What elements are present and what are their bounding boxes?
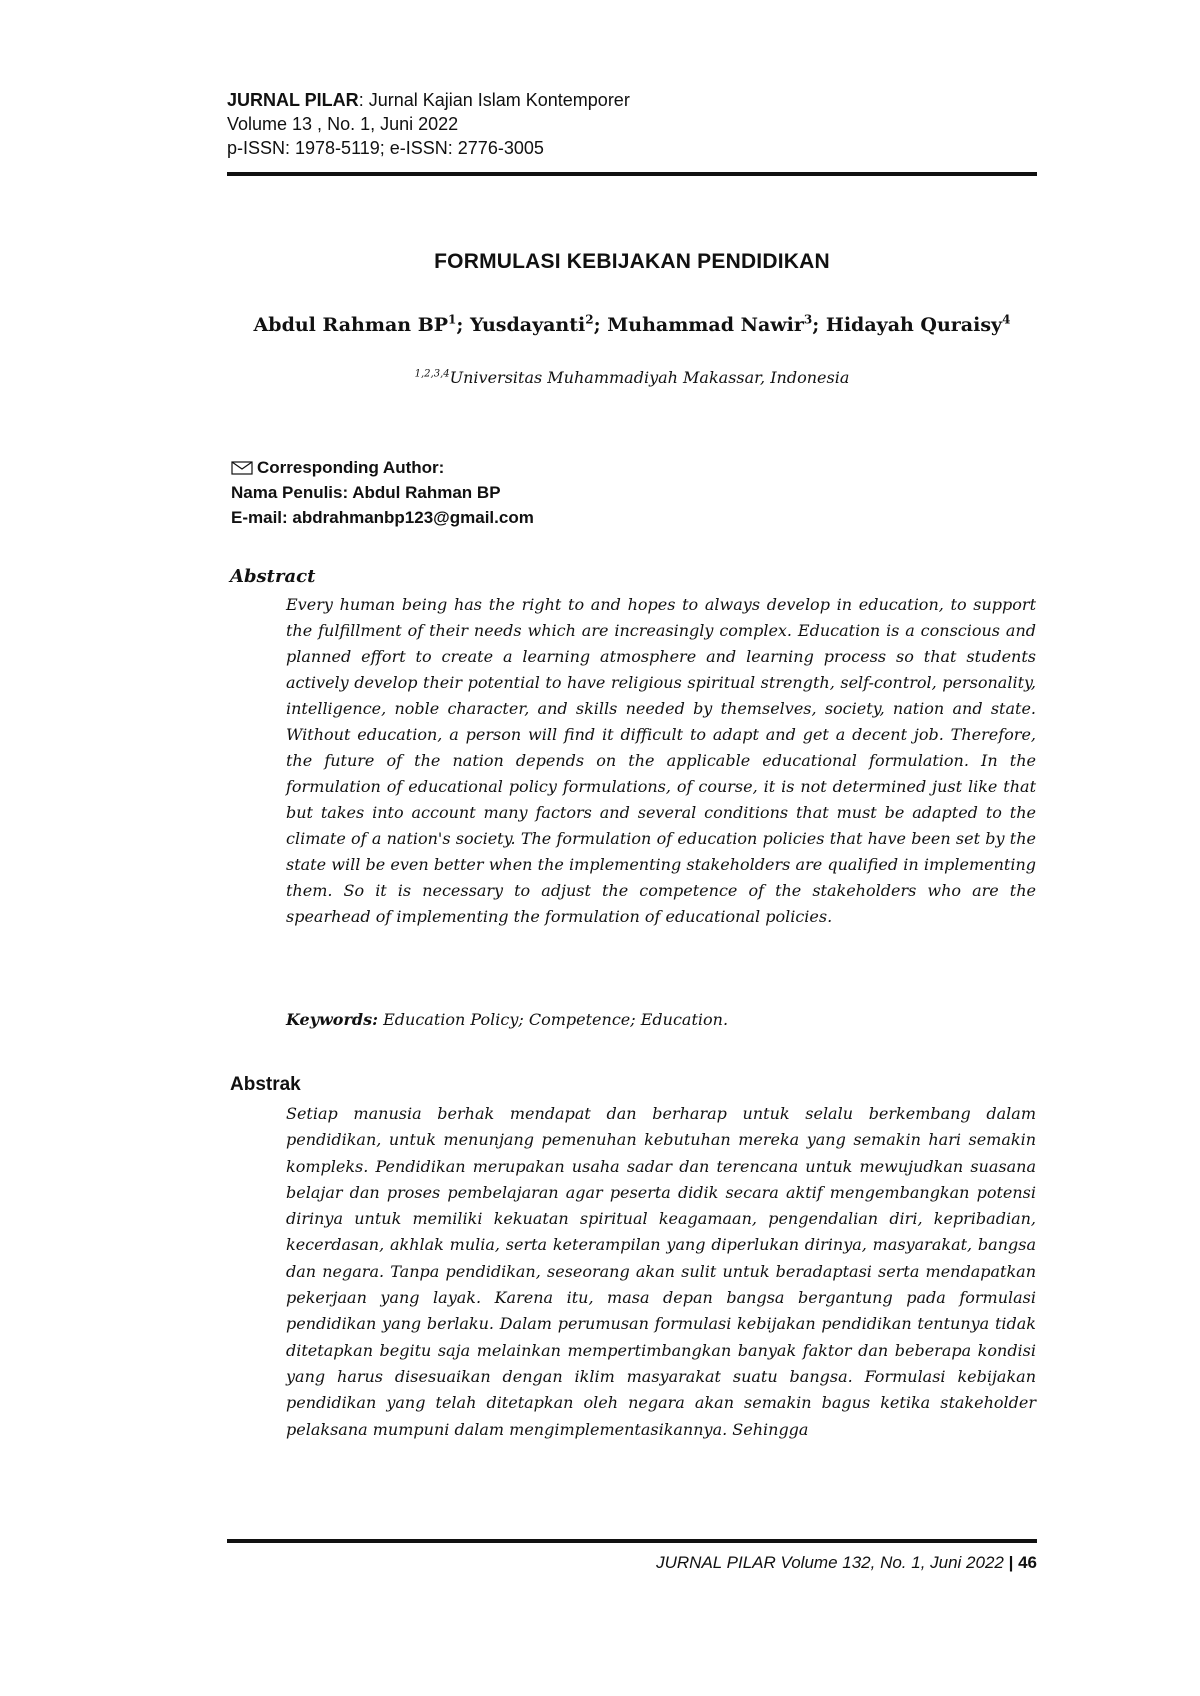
footer-journal: JURNAL PILAR Volume 132, No. 1, Juni 2022 (656, 1553, 1004, 1572)
abstract-heading: Abstract (230, 566, 316, 587)
page-number: 46 (1018, 1553, 1037, 1572)
corresponding-name: Nama Penulis: Abdul Rahman BP (231, 483, 501, 502)
keywords-list: Education Policy; Competence; Education. (378, 1010, 729, 1029)
paper-title: FORMULASI KEBIJAKAN PENDIDIKAN (434, 250, 830, 273)
corresponding-email: E-mail: abdrahmanbp123@gmail.com (231, 508, 534, 527)
envelope-icon (231, 461, 253, 475)
header-rule (227, 172, 1037, 176)
author-4: Hidayah Quraisy$^4$ (825, 313, 1011, 337)
journal-volume: Volume 13 , No. 1, Juni 2022 (227, 114, 459, 134)
author-list (227, 313, 1037, 336)
corresponding-label-line (231, 455, 831, 480)
journal-name (227, 88, 1037, 112)
author-3: Muhammad Nawir$^3$; (607, 313, 826, 337)
journal-name-bold: JURNAL PILAR (227, 90, 359, 110)
keywords-label: Keywords: (286, 1010, 379, 1029)
keywords (286, 1010, 1036, 1029)
footer-divider: | (1003, 1553, 1019, 1572)
abstrak-text: Setiap manusia berhak mendapat dan berharap untuk selalu berkembang dalam pendidikan, untuk menunjang pemenuhan kebutuhan mereka yang semakin hari semakin kompleks. Pendidikan merupakan usaha sadar dan terencana untuk mewujudkan suasana belajar dan proses pembelajaran agar peserta didik secara aktif mengembangkan potensi dirinya untuk memiliki kekuatan spiritual keagamaan, pengendalian diri, kepribadian, kecerdasan, akhlak mulia, serta keterampilan yang diperlukan dirinya, masyarakat, bangsa dan negara. Tanpa pendidikan, seseorang akan sulit untuk beradaptasi serta mendapatkan pekerjaan yang layak. Karena itu, masa depan bangsa bergantung pada formulasi pendidikan yang berlaku. Dalam perumusan formulasi kebijakan pendidikan tentunya tidak ditetapkan begitu saja melainkan mempertimbangkan banyak faktor dan beberapa kondisi yang harus disesuaikan dengan iklim masyarakat suatu bangsa. Formulasi kebijakan pendidikan yang telah ditetapkan oleh negara akan semakin bagus ketika stakeholder pelaksana mumpuni dalam mengimplementasikannya. Sehingga (286, 1104, 1036, 1439)
affiliation-text: Universitas Muhammadiyah Makassar, Indonesia (449, 368, 850, 387)
journal-issn: p-ISSN: 1978-5119; e-ISSN: 2776-3005 (227, 138, 544, 158)
journal-header (227, 88, 1037, 160)
footer-rule (227, 1539, 1037, 1543)
journal-name-rest: : Jurnal Kajian Islam Kontemporer (358, 90, 630, 110)
corresponding-author-block (231, 455, 831, 530)
author-2: Yusdayanti$^2$; (470, 313, 608, 337)
affiliation-marks: 1,2,3,4 (414, 368, 450, 380)
author-1: Abdul Rahman $BP^1$; (253, 313, 471, 337)
page-footer (227, 1553, 1037, 1573)
affiliation (227, 368, 1037, 387)
abstrak-heading: Abstrak (230, 1074, 301, 1095)
corresponding-label: Corresponding Author: (257, 458, 445, 477)
abstract-text: Every human being has the right to and hopes to always develop in education, to support the fulfillment of their needs which are increasingly complex. Education is a conscious and planned effort to create a learning atmosphere and learning process so that students actively develop their potential to have religious spiritual strength, self-control, personality, intelligence, noble character, and skills needed by themselves, society, nation and state. Without education, a person will find it difficult to adapt and get a decent job. Therefore, the future of the nation depends on the applicable educational formulation. In the formulation of educational policy formulations, of course, it is not determined just like that but takes into account many factors and several conditions that must be adapted to the climate of a nation's society. The formulation of education policies that have been set by the state will be even better when the implementing stakeholders are qualified in implementing them. So it is necessary to adjust the competence of the stakeholders who are the spearhead of implementing the formulation of educational policies. (286, 595, 1036, 926)
